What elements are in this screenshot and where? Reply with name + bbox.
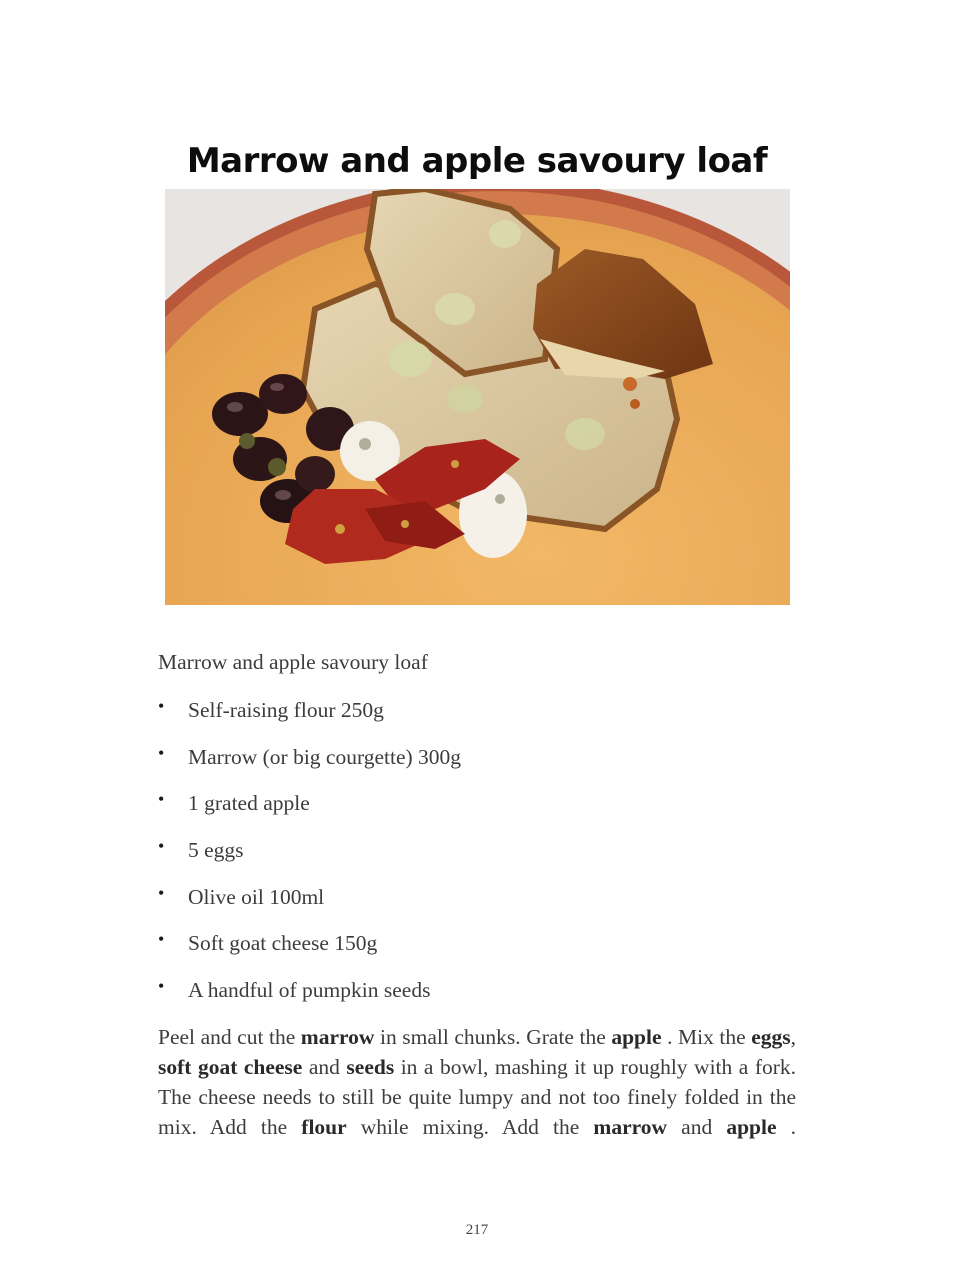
- page-title: Marrow and apple savoury loaf: [186, 140, 768, 181]
- ingredient-text: A handful of pumpkin seeds: [188, 978, 431, 1003]
- method-keyword: apple: [726, 1115, 777, 1139]
- bullet-icon: •: [158, 882, 165, 903]
- method-text: in a bowl, mashing it up roughly with a fork. The cheese needs to still be quite lumpy and not too finely folded in the mix. Add the: [158, 1055, 797, 1139]
- ingredient-text: Self-raising flour 250g: [188, 698, 384, 722]
- method-text: Peel and cut the: [158, 1025, 301, 1049]
- method-keyword: flour: [301, 1115, 347, 1139]
- bullet-icon: •: [158, 836, 165, 857]
- method-keyword: apple: [611, 1025, 662, 1049]
- method-paragraph: [158, 1022, 796, 1142]
- method-keyword: marrow: [300, 1025, 375, 1049]
- bullet-icon: •: [158, 789, 165, 810]
- method-text: in small chunks. Grate the: [374, 1025, 612, 1049]
- ingredient-text: 1 grated apple: [188, 791, 310, 816]
- method-text: ,: [790, 1025, 797, 1049]
- ingredient-text: 5 eggs: [188, 838, 244, 863]
- method-text: and: [667, 1115, 727, 1139]
- method-text: and: [302, 1055, 347, 1079]
- method-keyword: seeds: [346, 1055, 395, 1079]
- ingredient-text: Olive oil 100ml: [188, 884, 325, 909]
- method-keyword: soft goat cheese: [158, 1055, 303, 1079]
- method-text: while mixing. Add the: [346, 1115, 594, 1139]
- bullet-icon: •: [158, 929, 165, 950]
- method-keyword: eggs: [751, 1025, 791, 1049]
- page-number: 217: [465, 1222, 489, 1238]
- recipe-subtitle: Marrow and apple savoury loaf: [158, 650, 428, 674]
- bullet-icon: •: [158, 696, 165, 716]
- method-text: .: [776, 1115, 797, 1139]
- method-keyword: marrow: [593, 1115, 668, 1139]
- ingredient-text: Marrow (or big courgette) 300g: [188, 744, 462, 769]
- method-text: . Mix the: [661, 1025, 752, 1049]
- bullet-icon: •: [158, 976, 165, 997]
- bullet-icon: •: [158, 742, 165, 763]
- ingredient-text: Soft goat cheese 150g: [188, 931, 378, 956]
- loaf-photo: [165, 189, 790, 605]
